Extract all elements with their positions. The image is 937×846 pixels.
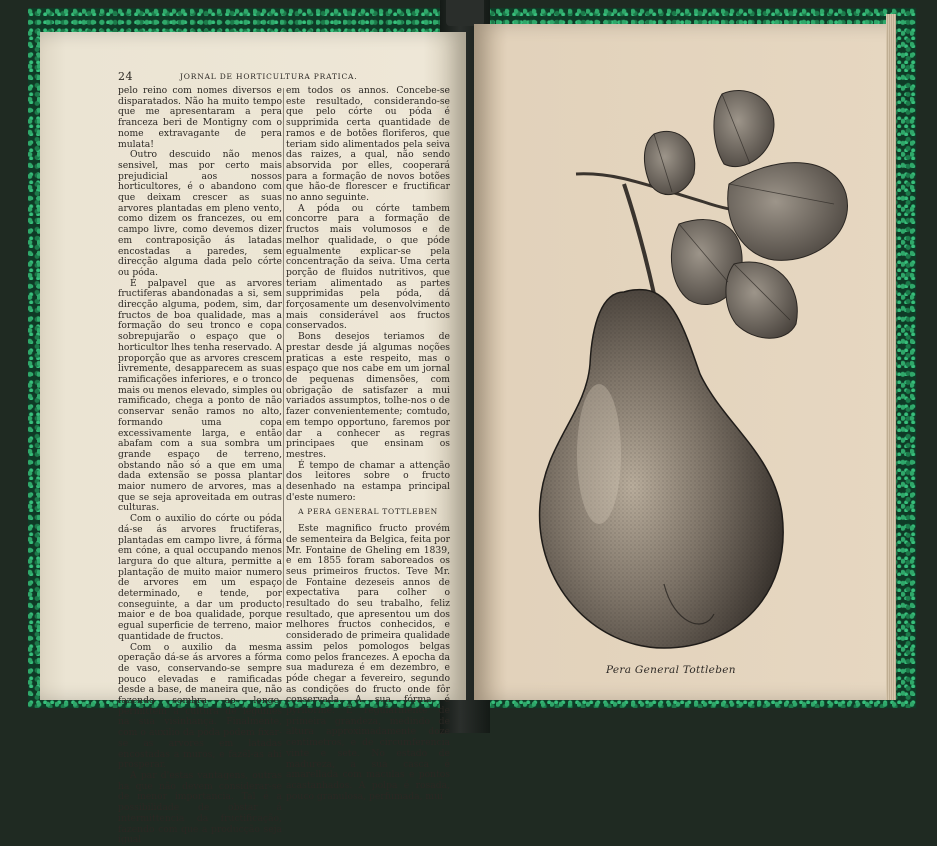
paragraph: A póda ou córte tambem concorre para a formação de fructos mais volumosos e de melhor qualidade, o que póde egualmente explicar-se pela concentração da seiva. Uma certa porção de fluidos nutritivos, que teriam alimentado as partes supprimidas pela póda, dá forçosamente um desenvolvimento mais considerável aos fructos conservados. <box>286 202 450 332</box>
pear-highlight <box>577 384 621 524</box>
page-edges <box>886 14 896 700</box>
paragraph: Este magnifico fructo provém de sementeira da Belgica, feita por Mr. Fontaine de Gheling em 1839, e em 1855 foram saboreados os seus primeiros fructos. Teve Mr. de Fontaine dezeseis annos de expectativa para colher o resultado do seu trabalho, feliz resultado, que apresentou um dos melhores fructos conhecidos, e considerado de primeira qualidade assim pelos pomologos belgas como pelos francezes. A epocha da sua madureza é em dezembro, e póde chegar a fevereiro, segundo as condições do fructo onde fôr conservada. A sua fórma é pyriforme. É regularmente de primeira grandeza, medindo de altura approximadamente doze centimetros, e de circumferencia vinte e sete. No estado de madureza, a sua casca é amarellada com maculas e pontos acastanhados. A polpa é rosada, pouco granulosa, perfumada, mui <box>286 523 450 802</box>
paragraph: Bons desejos teriamos de prestar desde já algumas noções praticas a este respeito, mas o espaço que nos cabe em um jornal de pequenas dimensões, com obrigação de satisfazer a mui variados assumptos, tolhe-nos o de fazer convenientemente; comtudo, em tempo opportuno, faremos por dar a conhecer as regras principaes que ensinam os mestres. <box>286 331 450 460</box>
paragraph: Com o auxilio do córte ou póda dá-se ás arvores fructiferas, plantadas em campo livre, á fórma em cóne, a qual occupando menos largura do que altura, permitte a plantação de muito maior numero de arvores em um espaço determinado, e tende, por conseguinte, a dar um producto maior e de boa qualidade, porque egual superficie de terreno, maior quantidade de fructos. <box>118 513 282 642</box>
spine-headband <box>446 0 484 26</box>
paragraph: Outro descuido não menos sensivel, mas por certo mais prejudicial aos nossos horticultores, é o abandono com que deixam crescer as suas arvores plantadas em pleno vento, como dizem os francezes, ou em campo livre, como devemos dizer em contraposição ás latadas encostadas a paredes, sem direcção alguma dada pelo córte ou póda. <box>118 149 282 278</box>
plate-caption: Pera General Tottleben <box>606 664 736 676</box>
paragraph: pelo reino com nomes diversos e disparatados. Não ha muito tempo que me apresentaram a pera franceza beri de Montigny com o nome extravagante de pera mulata! <box>118 85 282 150</box>
text-column-left <box>118 85 282 846</box>
journal-title: JORNAL DE HORTICULTURA PRATICA. <box>180 72 358 81</box>
paragraph: em todos os annos. Concebe-se este resultado, considerando-se que pelo córte ou póda é supprimida certa quantidade de ramos e de botões floriferos, que teriam sido alimentados pela seiva das raizes, a qual, não sendo absorvida por elles, cooperará para a formação de novos botões que hão-de florescer e fructificar no anno seguinte. <box>286 85 450 204</box>
pear-stem <box>624 184 654 294</box>
column-divider <box>283 88 284 608</box>
paragraph: É palpavel que as arvores fructiferas abandonadas a si, sem direcção alguma, podem, sim, dar fructos de boa qualidade, mas a formação do seu tronco e copa sobrepujarão o espaço que o horticultor lhes tenha reservado. A proporção que as arvores crescem livremente, desapparecem as suas ramificações inferiores, e o tronco mais ou menos elevado, simples ou ramificado, chega a ponto de não conservar senão ramos no alto, formando uma copa excessivamente larga, e então abafam com a sua sombra um grande espaço de terreno, obstando não só a que em uma dada extensão se possa plantar maior numero de arvores, mas a que se seja aproveitada em outras culturas. <box>118 277 282 514</box>
paragraph: Com o auxilio da mesma operação dá-se ás arvores a fórma de vaso, conservando-se sempre pouco elevadas e ramificadas desde a base, de maneira que, não fazendo sombra ao longe, permittem a cultura de legumes na sua visinhança. Finalmente, com o auxilio da póda podem fixar-se as arvores em latadas encostadas a muros, e fazêl-as ahi prosperar. <box>118 641 282 771</box>
running-head <box>118 70 448 84</box>
leaf <box>728 163 848 261</box>
text-column-right <box>286 85 450 802</box>
leaf <box>726 262 797 338</box>
leaf <box>714 91 774 167</box>
paragraph: É tempo de chamar a attenção dos leitores sobre o fructo desenhado na estampa principal d'este numero: <box>286 459 450 503</box>
section-heading: A PERA GENERAL TOTTLEBEN <box>298 507 438 517</box>
page-number: 24 <box>118 70 133 83</box>
pear-illustration <box>474 24 886 700</box>
paragraph: A par d'estas vantagens, outras ha que não devem considerar-se de menor importancia. Tal é a possibilidade de obstar á intermittencia da fructificação, fazendo com que a producção seja igual <box>118 770 282 846</box>
